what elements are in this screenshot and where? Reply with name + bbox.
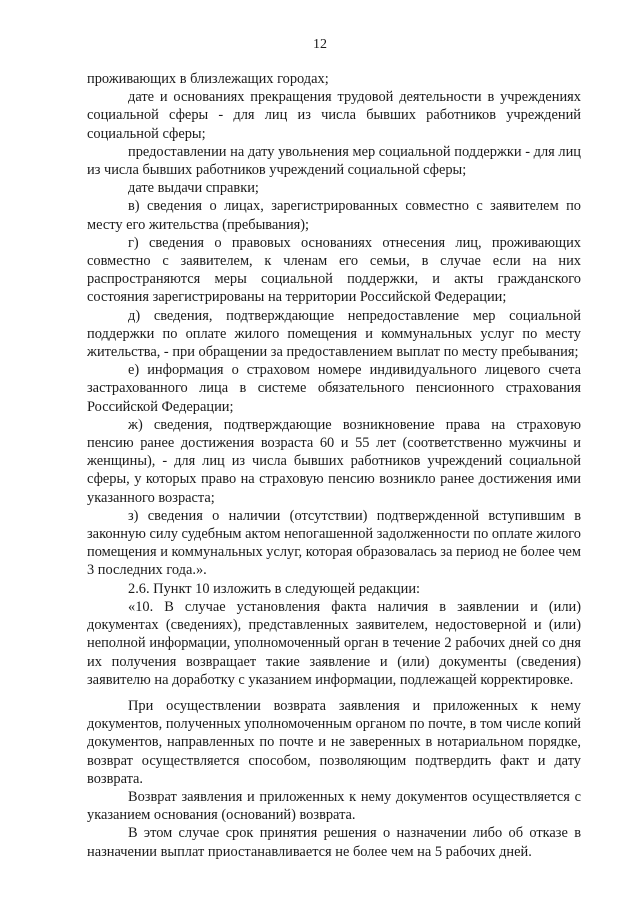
paragraph-7: д) сведения, подтверждающие непредоставление мер социальной поддержки по оплате жилого помещения и коммунальных услуг по месту жительства, - при обращении за предоставлением выплат по месту пребывания; [87,307,581,361]
paragraph-3: предоставлении на дату увольнения мер социальной поддержки - для лиц из числа бывших работников учреждений социальной сферы; [87,143,581,179]
paragraph-15: В этом случае срок принятия решения о назначении либо об отказе в назначении выплат приостанавливается не более чем на 5 рабочих дней. [87,825,581,860]
paragraph-1: проживающих в близлежащих городах; [87,71,329,87]
paragraph-5: в) сведения о лицах, зарегистрированных совместно с заявителем по месту его жительства (пребывания); [87,198,581,233]
paragraph-13: При осуществлении возврата заявления и приложенных к нему документов, полученных уполномоченным органом по почте, в том числе копий документов, направленных по почте и не заверенных в нотариальном порядке, возврат осуществляется способом, позволяющим подтвердить факт и дату возврата. [87,697,581,787]
paragraph-10: з) сведения о наличии (отсутствии) подтвержденной вступившим в законную силу судебным актом непогашенной задолженности по оплате жилого помещения и коммунальных услуг, которая образовалась за период не более чем 3 последних года.». [87,507,581,579]
paragraph-9: ж) сведения, подтверждающие возникновение права на страховую пенсию ранее достижения возраста 60 и 55 лет (соответственно мужчины и женщины), - для лиц из числа бывших работников учреждений социальной сферы, у которых право на страховую пенсию возникло ранее достижения ими указанного возраста; [87,416,581,506]
document-body [87,70,581,861]
paragraph-6: г) сведения о правовых основаниях отнесения лиц, проживающих совместно с заявителем, к членам его семьи, в случае если на них распространяются меры социальной поддержки, и акты гражданского состояния зарегистрированы на территории Российской Федерации; [87,234,581,306]
page-number: 12 [313,37,327,52]
paragraph-4: дате выдачи справки; [128,180,259,197]
paragraph-14: Возврат заявления и приложенных к нему документов осуществляется с указанием основания (оснований) возврата. [87,788,581,824]
paragraph-12: «10. В случае установления факта наличия в заявлении и (или) документах (сведениях), представленных заявителем, недостоверной и (или) неполной информации, уполномоченный орган в течение 2 рабочих дней со дня их получения возвращает такие заявление и (или) документы (сведения) заявителю на доработку с указанием информации, подлежащей корректировке. [87,598,581,688]
paragraph-8: е) информация о страховом номере индивидуального лицевого счета застрахованного лица в системе обязательного пенсионного страхования Российской Федерации; [87,362,581,415]
paragraph-11: 2.6. Пункт 10 изложить в следующей редакции: [128,580,421,597]
paragraph-2: дате и основаниях прекращения трудовой деятельности в учреждениях социальной сферы - для лиц из числа бывших работников учреждений социальной сферы; [87,89,581,142]
